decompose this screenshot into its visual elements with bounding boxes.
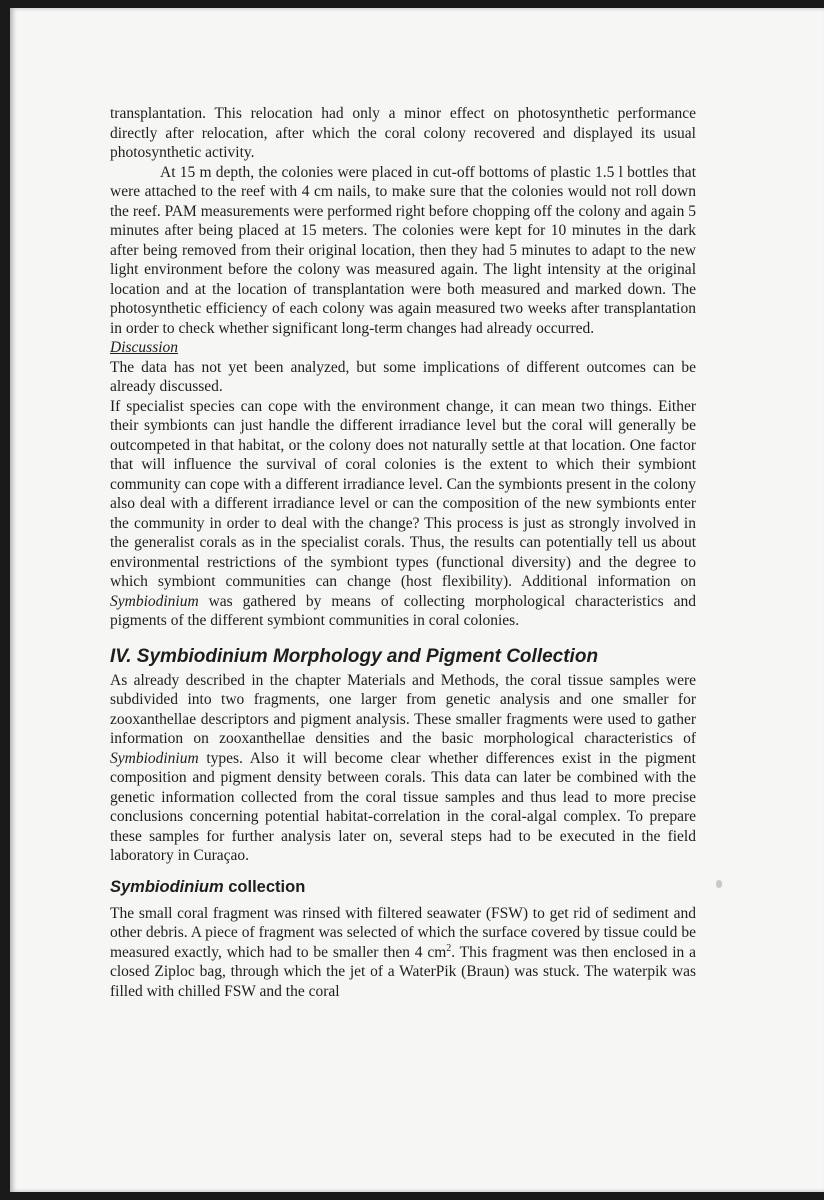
collection-text-a: The small coral fragment was rinsed with filtered seawater (FSW) to get rid of sediment and other debris. A piece of fragment was selected of which the surface covered by tissue could be measured exactly, which had to be smaller then 4 cm (110, 904, 696, 961)
discussion-text-b: was gathered by means of collecting morphological characteristics and pigments of the different symbiont communities in coral colonies. (110, 592, 696, 629)
discussion-paragraph-1: The data has not yet been analyzed, but some implications of different outcomes can be already discussed. (110, 358, 696, 395)
discussion-species-name: Symbiodinium (110, 592, 199, 610)
paragraph-transplantation: transplantation. This relocation had only a minor effect on photosynthetic performance directly after relocation, after which the coral colony recovered and displayed its usual photosynthetic activity. (110, 105, 696, 161)
collection-paragraph (110, 904, 696, 1002)
collection-heading-species: Symbiodinium (110, 877, 224, 896)
collection-text-b: . This fragment was then enclosed in a closed Ziploc bag, through which the jet of a WaterPik (Braun) was stuck. The waterpik was filled with chilled FSW and the coral (110, 943, 696, 1000)
chapter-paragraph (110, 671, 696, 866)
discussion-heading: Discussion (110, 339, 179, 356)
discussion-paragraph-2 (110, 397, 696, 631)
collection-heading (110, 876, 696, 898)
page-content (110, 104, 696, 1001)
chapter-text-b: types. Also it will become clear whether differences exist in the pigment composition and pigment density between corals. This data can later be combined with the genetic information collected from the coral tissue samples and thus lead to more precise conclusions concerning potential habitat-correlation in the coral-algal complex. To prepare these samples for further analysis later on, several steps had to be executed in the field laboratory in Curaçao. (110, 749, 696, 864)
chapter-text-a: As already described in the chapter Materials and Methods, the coral tissue samples were subdivided into two fragments, one larger from genetic analysis and one smaller for zooxanthellae descriptors and pigment analysis. These smaller fragments were used to gather information on zooxanthellae densities and the basic morphological characteristics of (110, 671, 696, 747)
discussion-text-a: If specialist species can cope with the environment change, it can mean two things. Either their symbionts can just handle the different irradiance level but the coral will generally be outcompeted in that habitat, or the colony does not naturally settle at that location. One factor that will influence the survival of coral colonies is the extent to which their symbiont community can cope with a different irradiance level. Can the symbionts present in the colony also deal with a different irradiance level or can the composition of the new symbionts enter the community in order to deal with the change? This process is just as strongly involved in the generalist corals as in the specialist corals. Thus, the results can potentially tell us about environmental restrictions of the symbiont types (functional diversity) and the degree to which symbiont communities can change (host flexibility). Additional information on (110, 397, 696, 590)
document-page (10, 8, 824, 1192)
chapter-heading: IV. Symbiodinium Morphology and Pigment Collection (110, 645, 599, 667)
chapter-species-name: Symbiodinium (110, 749, 199, 767)
collection-superscript: 2 (446, 942, 452, 954)
page-smudge (716, 880, 722, 888)
paragraph-15m-depth: At 15 m depth, the colonies were placed in cut-off bottoms of plastic 1.5 l bottles that were attached to the reef with 4 cm nails, to make sure that the colonies would not roll down the reef. PAM measurements were performed right before chopping off the colony and again 5 minutes after being placed at 15 meters. The colonies were kept for 10 minutes in the dark after being removed from their original location, then they had 5 minutes to adapt to the new light environment before the colony was measured again. The light intensity at the original location and at the location of transplantation were both measured and marked down. The photosynthetic efficiency of each colony was again measured two weeks after transplantation in order to check whether significant long-term changes had already occurred. (110, 163, 696, 337)
collection-heading-rest: collection (223, 877, 306, 896)
